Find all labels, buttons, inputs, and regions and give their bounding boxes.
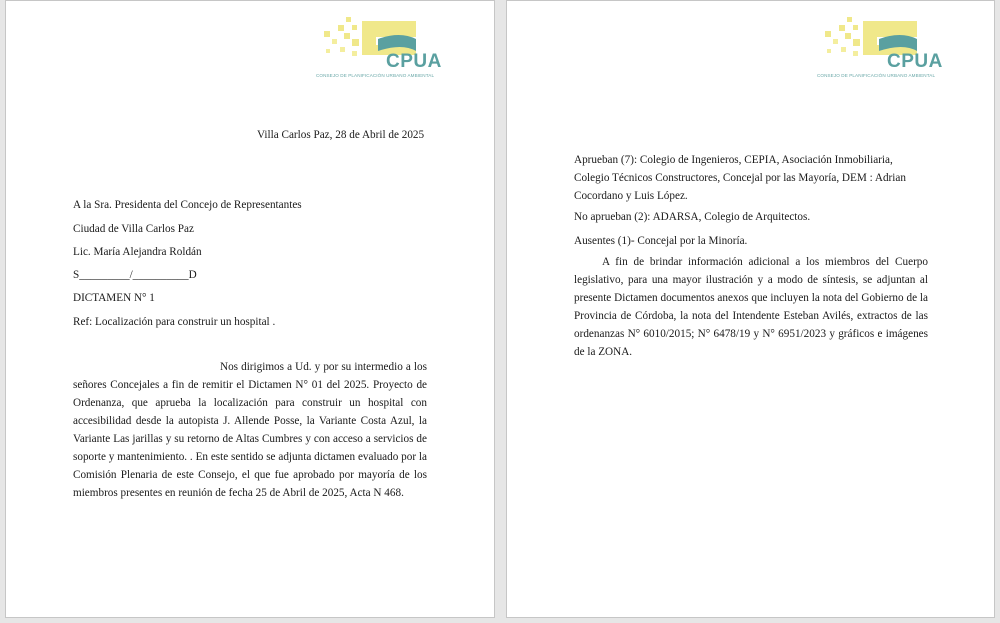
cpua-logo-text: CPUA xyxy=(887,51,943,72)
cpua-logo xyxy=(817,15,943,81)
recipient-name: Lic. María Alejandra Roldán xyxy=(73,246,202,258)
date-line: Villa Carlos Paz, 28 de Abril de 2025 xyxy=(257,129,425,141)
city-line: Ciudad de Villa Carlos Paz xyxy=(73,223,194,235)
cpua-logo-subtitle: CONSEJO DE PLANIFICACIÓN URBANO AMBIENTAL xyxy=(316,73,435,78)
dictamen-number: DICTAMEN N° 1 xyxy=(73,292,155,304)
cpua-logo-text: CPUA xyxy=(386,51,442,72)
approve-paragraph: Aprueban (7): Colegio de Ingenieros, CEPIA, Asociación Inmobiliaria, Colegio Técnicos Constructores, Concejal por las Mayoría, DEM : Adrian Cocordano y Luis López. xyxy=(574,154,906,202)
recipient-line: A la Sra. Presidenta del Concejo de Representantes xyxy=(73,199,302,211)
cpua-logo xyxy=(316,15,442,81)
body-paragraph: Nos dirigimos a Ud. y por su intermedio a los señores Concejales a fin de remitir el Dictamen N° 01 del 2025. Proyecto de Ordenanza, que aprueba la localización para construir un hospital con accesibilidad desde la autopista J. Allende Posse, la Variante Costa Azul, la Variante Las jarillas y su retorno de Altas Cumbres y con acceso a servicios de soporte y mantenimiento. . En este sentido se adjunta dictamen evaluado por la Comisión Plenaria de este Consejo, el que fue aprobado por mayoría de los miembros presentes en reunión de fecha 25 de Abril de 2025, Acta N 468. xyxy=(73,361,427,499)
absent-line: Ausentes (1)- Concejal por la Minoría. xyxy=(574,235,748,247)
reference-line: Ref: Localización para construir un hospital . xyxy=(73,316,276,328)
body-paragraph: A fin de brindar información adicional a los miembros del Cuerpo legislativo, para una mayor ilustración y a modo de síntesis, se adjuntan al presente Dictamen documentos anexos que incluyen la nota del Gobierno de la Provincia de Córdoba, la nota del Intendente Esteban Avilés, extractos de las ordenanzas N° 6010/2015; N° 6478/19 y N° 6951/2023 y gráficos e imágenes de la ZONA. xyxy=(574,256,928,358)
document-page-1 xyxy=(5,0,495,618)
document-page-2 xyxy=(506,0,995,618)
not-approve-line: No aprueban (2): ADARSA, Colegio de Arquitectos. xyxy=(574,211,811,223)
sd-line: S_________/__________D xyxy=(73,269,197,281)
cpua-logo-subtitle: CONSEJO DE PLANIFICACIÓN URBANO AMBIENTAL xyxy=(817,73,936,78)
